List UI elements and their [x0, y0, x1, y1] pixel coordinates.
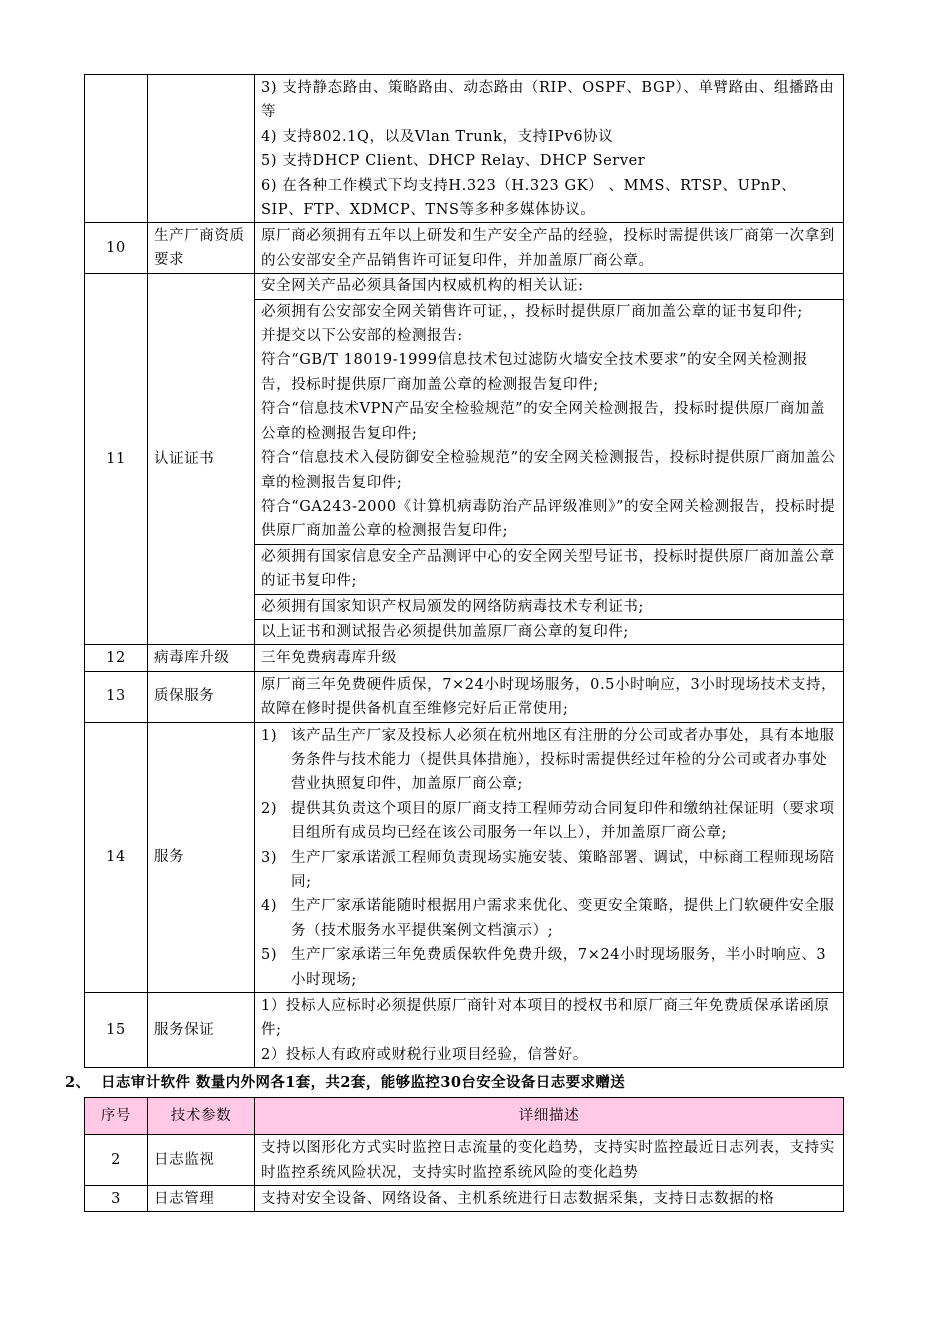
row-description: 支持对安全设备、网络设备、主机系统进行日志数据采集，支持日志数据的格: [255, 1186, 844, 1212]
table-row-15: [85, 993, 844, 1068]
cert-segment: [255, 619, 843, 644]
table-header-row: [85, 1098, 844, 1135]
item-text: 生产厂家承诺派工程师负责现场实施安装、策略部署、调试，中标商工程师现场陪同;: [291, 849, 835, 890]
row-label: 质保服务: [148, 671, 255, 722]
row-description: 原厂商必须拥有五年以上研发和生产安全产品的经验，投标时需提供该厂商第一次拿到的公安部安全产品销售许可证复印件，并加盖原厂商公章。: [255, 223, 844, 274]
row-number: 15: [85, 993, 148, 1068]
table-row: [85, 1135, 844, 1186]
item-text: 该产品生产厂家及投标人必须在杭州地区有注册的分公司或者办事处，具有本地服务条件与技术能力（提供具体措施），投标时需提供经过年检的分公司或者办事处营业执照复印件，加盖原厂商公章;: [291, 727, 835, 793]
row-number: 2: [85, 1135, 148, 1186]
item-marker: 1): [261, 727, 278, 744]
row-label: 病毒库升级: [148, 645, 255, 671]
item-text: 提供其负责这个项目的原厂商支持工程师劳动合同复印件和缴纳社保证明（要求项目组所有成员均已经在该公司服务一年以上），并加盖原厂商公章;: [291, 800, 835, 842]
row-number: [85, 75, 148, 223]
cert-segment: [255, 544, 843, 594]
table-row-12: [85, 645, 844, 671]
row-number: 14: [85, 722, 148, 992]
desc-line: 必须拥有公安部安全网关销售许可证，，投标时提供原厂商加盖公章的证书复印件;: [261, 303, 803, 320]
cert-segment: [255, 594, 843, 619]
row-number: 12: [85, 645, 148, 671]
desc-line: 3) 支持静态路由、策略路由、动态路由（RIP、OSPF、BGP）、单臂路由、组播路由等: [261, 80, 835, 121]
section-number: 2、: [65, 1074, 91, 1092]
desc-line: 必须拥有国家信息安全产品测评中心的安全网关型号证书，投标时提供原厂商加盖公章的证书复印件;: [261, 548, 835, 590]
item-marker: 4): [261, 898, 278, 915]
row-description: [255, 75, 844, 223]
row-description: [255, 274, 844, 645]
row-number: 3: [85, 1186, 148, 1212]
desc-line: 6) 在各种工作模式下均支持H.323（H.323 GK） 、MMS、RTSP、UPnP、SIP、FTP、XDMCP、TNS等多种多媒体协议。: [261, 177, 797, 219]
section-heading: [65, 1071, 843, 1095]
item-marker: 3): [261, 849, 278, 866]
row-description: [255, 993, 844, 1068]
table-row-13: [85, 671, 844, 722]
row-label: [148, 75, 255, 223]
header-cell-description: 详细描述: [255, 1098, 844, 1135]
header-cell-param: 技术参数: [148, 1098, 255, 1135]
cert-segment: [255, 299, 843, 544]
row-label: 服务: [148, 722, 255, 992]
row-label: 日志监视: [148, 1135, 255, 1186]
cert-segment: [255, 274, 843, 298]
table-row: [85, 1186, 844, 1212]
desc-line: 符合“信息技术入侵防御安全检验规范”的安全网关检测报告，投标时提供原厂商加盖公章的检测报告复印件;: [261, 450, 836, 491]
desc-line: 4) 支持802.1Q，以及Vlan Trunk，支持IPv6协议: [261, 128, 614, 145]
row-label: 日志管理: [148, 1186, 255, 1212]
spec-table-1: [84, 74, 844, 1068]
desc-line: 符合“GA243-2000《计算机病毒防治产品评级准则》”的安全网关检测报告，投标时提供原厂商加盖公章的检测报告复印件;: [261, 498, 836, 540]
row-label: 认证证书: [148, 274, 255, 645]
header-cell-number: 序号: [85, 1098, 148, 1135]
row-label: 生产厂商资质要求: [148, 223, 255, 274]
item-marker: 5): [261, 947, 278, 964]
row-number: 11: [85, 274, 148, 645]
desc-line: 以上证书和测试报告必须提供加盖原厂商公章的复印件;: [261, 623, 629, 640]
row-number: 13: [85, 671, 148, 722]
row-number: 10: [85, 223, 148, 274]
item-text: 生产厂家承诺三年免费质保软件免费升级，7×24小时现场服务，半小时响应、3小时现场;: [291, 947, 827, 988]
table-row-continued: [85, 75, 844, 223]
row-description: 原厂商三年免费硬件质保，7×24小时现场服务，0.5小时响应，3小时现场技术支持，故障在修时提供备机直至维修完好后正常使用;: [255, 671, 844, 722]
table-row-14: [85, 722, 844, 992]
section-title: 日志审计软件 数量内外网各1套，共2套，能够监控30台安全设备日志要求赠送: [101, 1074, 626, 1092]
service-item: [261, 724, 837, 797]
desc-line: 必须拥有国家知识产权局颁发的网络防病毒技术专利证书;: [261, 598, 644, 615]
desc-line: 2）投标人有政府或财税行业项目经验，信誉好。: [261, 1046, 588, 1063]
row-description: 三年免费病毒库升级: [255, 645, 844, 671]
service-item: [261, 846, 837, 895]
table-row-11: [85, 274, 844, 645]
row-description: [255, 722, 844, 992]
service-item: [261, 797, 837, 846]
row-label: 服务保证: [148, 993, 255, 1068]
item-marker: 2): [261, 800, 278, 817]
row-description: 支持以图形化方式实时监控日志流量的变化趋势，支持实时监控最近日志列表，支持实时监控系统风险状况，支持实时监控系统风险的变化趋势: [255, 1135, 844, 1186]
desc-line: 安全网关产品必须具备国内权威机构的相关认证:: [261, 278, 584, 295]
desc-line: 符合“GB/T 18019-1999信息技术包过滤防火墙安全技术要求”的安全网关检测报告，投标时提供原厂商加盖公章的检测报告复印件;: [261, 352, 808, 393]
document-page: [65, 74, 843, 1212]
desc-line: 1）投标人应标时必须提供原厂商针对本项目的授权书和原厂商三年免费质保承诺函原件;: [261, 998, 830, 1039]
spec-table-2: [84, 1097, 844, 1212]
desc-line: 并提交以下公安部的检测报告:: [261, 328, 463, 345]
service-item: [261, 943, 837, 992]
desc-line: 符合“信息技术VPN产品安全检验规范”的安全网关检测报告，投标时提供原厂商加盖公章的检测报告复印件;: [261, 401, 826, 442]
table-row-10: [85, 223, 844, 274]
service-item: [261, 894, 837, 943]
desc-line: 5) 支持DHCP Client、DHCP Relay、DHCP Server: [261, 153, 646, 170]
item-text: 生产厂家承诺能随时根据用户需求来优化、变更安全策略，提供上门软硬件安全服务（技术服务水平提供案例文档演示）;: [291, 898, 835, 939]
